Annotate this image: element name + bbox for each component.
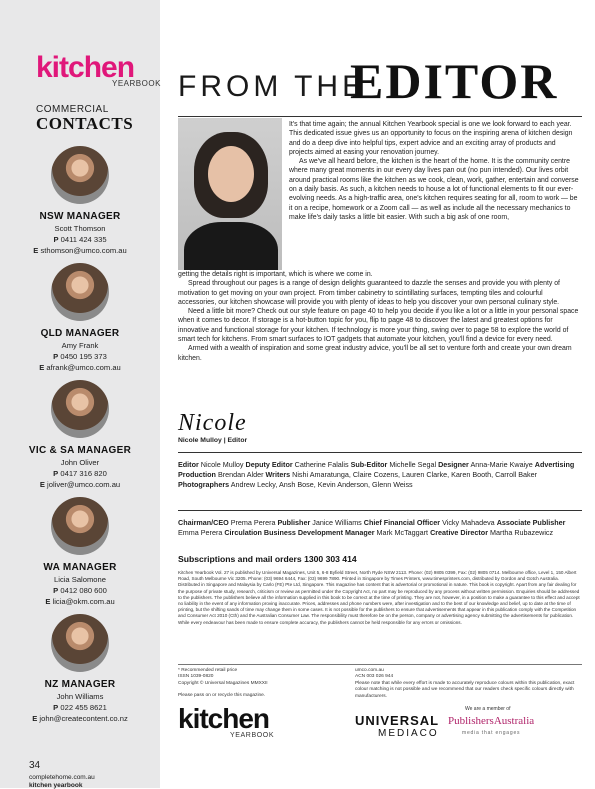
cc-small: COMMERCIAL: [36, 104, 109, 115]
manager-name: John Oliver: [60, 458, 100, 467]
paragraph: As we've all heard before, the kitchen is the heart of the home. It is the community centre where many great moments in our every day lives pan out (no pun intended). Our lives orbit around practical rooms like the kitchen as we cook, clean, work, gather, entertain and converse on a daily basis. As such, a kitchen needs to house a lot of functional elements to fit our ever-evolving needs. As a high-traffic area, one's kitchen requires seating for all, room to work — be it on a recipe, homework or a Zoom call — as well as include all the necessary mechanics to make life's daily tasks a little bit easier. With such a big ask of one room,: [289, 158, 579, 221]
kitchen-yearbook-logo: [36, 51, 161, 92]
divider: [178, 116, 582, 117]
subscriptions-line: Subscriptions and mail orders 1300 303 414: [178, 554, 357, 564]
staff-credits: Editor Nicole Mulloy Deputy Editor Catherine Falalis Sub-Editor Michelle Segal Designer Anna-Marie Kwaiye Advertising Production Brendan Alder Writers Nishi Amaratunga, Claire Cozens, Lauren Clarke, Karen Booth, Carroll Baker Photographers Andrew Lecky, Ansh Bose, Kevin Anderson, Glenn Weiss: [178, 460, 575, 489]
editor-portrait: [178, 118, 282, 270]
manager-email: E licia@okm.com.au: [45, 597, 115, 606]
logo-sub: YEARBOOK: [112, 79, 161, 88]
manager-phone: P 0412 080 600: [53, 586, 107, 595]
email-link[interactable]: sthomson@umco.com.au: [40, 246, 127, 255]
publishers-australia-tagline: media that engages: [462, 730, 521, 736]
universal-mediaco-logo: UNIVERSAL: [355, 713, 440, 728]
manager-email: E john@createcontent.co.nz: [32, 714, 128, 723]
divider: [178, 452, 582, 453]
title-editor: EDITOR: [350, 53, 559, 109]
manager-role: VIC & SA MANAGER: [28, 445, 132, 456]
manager-phone: P 0450 195 373: [53, 352, 107, 361]
divider: [178, 510, 582, 511]
avatar: [51, 380, 109, 438]
member-label: We are a member of: [465, 706, 511, 712]
commercial-contacts-title: [36, 104, 136, 133]
management-credits: Chairman/CEO Prema Perera Publisher Janice Williams Chief Financial Officer Vicky Mahadeva Associate Publisher Emma Perera Circulation Business Development Manager Mark McTaggart Creative Director Martha Rubazewicz: [178, 518, 566, 537]
email-link[interactable]: licia@okm.com.au: [52, 597, 115, 606]
cc-big: CONTACTS: [36, 114, 134, 133]
paragraph: Armed with a wealth of inspiration and some great industry advice, you'll be all set to venture forth and create your own dream kitchen.: [178, 345, 572, 362]
email-link[interactable]: john@createcontent.co.nz: [39, 714, 128, 723]
email-link[interactable]: joliver@umco.com.au: [47, 480, 121, 489]
title-from-the: FROM THE: [178, 70, 367, 103]
manager-nz: [0, 614, 160, 724]
editorial-column-bottom: [178, 270, 582, 363]
universal-mediaco-logo-sub: MEDIACO: [378, 728, 439, 739]
divider: [178, 664, 582, 665]
paragraph: getting the details right is important, which is where we come in.: [178, 271, 373, 278]
manager-name: John Williams: [56, 692, 104, 701]
manager-phone: P 0417 316 820: [53, 469, 107, 478]
signature: Nicole: [178, 410, 247, 436]
publishers-australia-logo: PublishersAustralia: [448, 715, 535, 727]
manager-email: E joliver@umco.com.au: [39, 480, 121, 489]
manager-name: Licia Salomone: [54, 575, 106, 584]
manager-qld: [0, 263, 160, 373]
umco-link[interactable]: umco.com.au: [355, 668, 384, 673]
manager-role: NSW MANAGER: [39, 211, 121, 222]
manager-name: Amy Frank: [61, 341, 99, 350]
kitchen-yearbook-footer-logo-sub: YEARBOOK: [230, 732, 275, 739]
page-title: [178, 53, 578, 109]
footer-right: umco.com.au ACN 003 026 944 Please note that while every effort is made to accurately reproduce colours within this publication, exact colour matching is not possible and we recommend that our readers check specific colours directly with manufacturers.: [355, 668, 581, 700]
page-number: 34: [29, 760, 41, 771]
kitchen-yearbook-footer-logo: kitchen: [178, 703, 270, 734]
email-link[interactable]: afrank@umco.com.au: [46, 363, 121, 372]
sidebar: [0, 0, 160, 788]
avatar: [51, 146, 109, 204]
paragraph: It's that time again; the annual Kitchen Yearbook special is one we look forward to each year. This dedicated issue gives us an opportunity to focus on the inspiring arena of kitchen design and do a deep dive into helpful tips, expert advice and an exciting array of products and projects aimed at easing your renovation journey.: [289, 121, 573, 156]
site-title: kitchen yearbook: [29, 782, 83, 789]
manager-role: QLD MANAGER: [40, 328, 120, 339]
manager-phone: P 0411 424 335: [53, 235, 107, 244]
manager-nsw: [0, 146, 160, 256]
manager-vic-sa: [0, 380, 160, 490]
manager-email: E afrank@umco.com.au: [39, 363, 121, 372]
manager-role: NZ MANAGER: [44, 679, 116, 690]
avatar: [51, 263, 109, 321]
signature-name: Nicole Mulloy | Editor: [178, 437, 248, 444]
paragraph: Need a little bit more? Check out our style feature on page 40 to help you decide if you like a lot or a little in your personal space when it comes to decor. If storage is a hot-button topic for you, flip to page 48 to discover the latest and greatest options for innovative and functional storage for your kitchen. If technology is more your thing, swing over to page 58 to explore the world of smart tech for kitchens. From smart surfaces to IOT gadgets that automate your kitchen, you'll find a device for every need.: [178, 308, 579, 344]
avatar: [51, 497, 109, 555]
fine-print: Kitchen Yearbook Vol. 27 is published by Universal Magazines, Unit 5, 6-8 Byfield Street, North Ryde NSW 2113. Phone: (02) 9805 0399, Fax: (02) 9805 0714. Melbourne office, Level 1, 150 Albert Road, South Melbourne Vic 3205. Phone: (03) 9694 6444, Fax: (03) 9699 7890. Printed in Singapore by Times Printers, www.timesprinters.com, distributed by Gordon and Gotch Australia. Distributed in Singapore and Malaysia by Carlo (FE) Pte Ltd, Singapore. This magazine has content that is advertorial or promotional in nature. This book is copyright. Apart from any fair dealing for the purpose of private study, research, criticism or review as permitted under the Copyright Act, no part may be reproduced by any process without written permission. Enquiries should be addressed to the publishers. The publishers believe all the information supplied in this book to be correct at the time of printing. They are not, however, in a position to make a guarantee to this effect and accept no liability in the event of any information proving inaccurate. Prices, addresses and phone numbers were, after investigation and to the best of our knowledge and belief, up to date at the time of printing, but the shifting sands of time may change them in some cases. It is not possible for the publishers to ensure that advertisements that appear in this publication comply with the Competition and Consumer Act 2010 (Cth) and the Australian Consumer Law. The responsibility must therefore be on the person, company or advertising agency submitting the advertisements for publication. While every endeavour has been made to ensure complete accuracy, the publishers cannot be held responsible for any errors or omissions.: [178, 570, 580, 625]
manager-wa: [0, 497, 160, 607]
paragraph: Spread throughout our pages is a range of design delights guaranteed to dazzle the senses and provide you with plenty of motivation to get moving on your own project. From timber cabinetry to scintillating surfaces, tempting tiles and colourful accessories, our kitchen showcase will provide you with plenty of ideas to help you discover your own personal culinary style.: [178, 280, 560, 306]
manager-email: E sthomson@umco.com.au: [33, 246, 127, 255]
editorial-column-top: [289, 120, 581, 222]
manager-role: WA MANAGER: [43, 562, 117, 573]
logo-word: kitchen: [36, 51, 135, 84]
avatar: [51, 614, 109, 672]
site-url[interactable]: completehome.com.au: [29, 774, 95, 781]
manager-name: Scott Thomson: [54, 224, 106, 233]
footer-left: * Recommended retail price ISSN 1039-0820 Copyright © Universal Magazines MMXXII Please pass on or recycle this magazine.: [178, 668, 268, 699]
manager-phone: P 022 455 8621: [53, 703, 107, 712]
